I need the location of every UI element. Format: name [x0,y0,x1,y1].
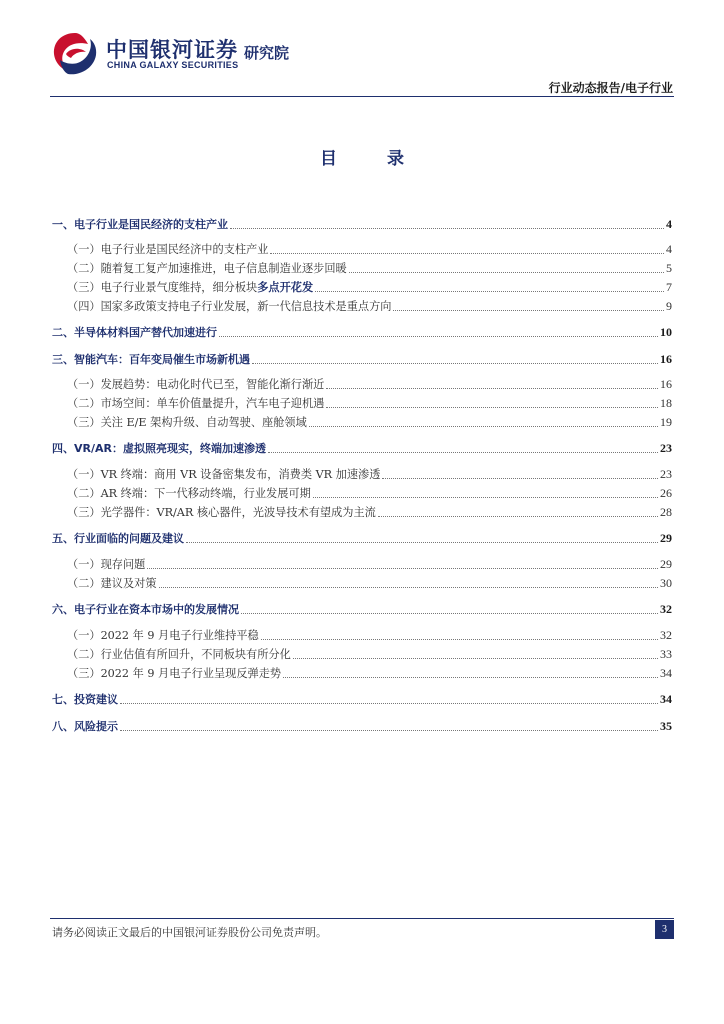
toc-entry-label [67,504,376,520]
toc-section-link[interactable] [52,528,672,546]
galaxy-logo-icon [50,30,100,78]
page-number-badge: 3 [655,920,674,939]
toc-leader-dots [120,730,658,731]
toc-leader-dots [147,568,658,569]
toc-subsection-link[interactable] [52,464,672,482]
toc-leader-dots [186,542,658,543]
toc-entry-label [67,395,324,411]
toc-page-number: 32 [660,602,672,616]
toc-subsection-link[interactable] [52,412,672,430]
toc-entry-label [67,627,259,643]
toc-entry-label [67,376,324,392]
toc-leader-dots [241,613,658,614]
toc-entry-text: 八、风险提示 [52,720,118,733]
toc-entry-label [67,485,311,501]
toc-section-link[interactable] [52,599,672,617]
toc-entry-text: （一）2022 年 9 月电子行业维持平稳 [67,629,259,642]
toc-entry-label [52,530,184,546]
toc-section-link[interactable] [52,349,672,367]
toc-entry-label [67,279,313,295]
toc-subsection-link[interactable] [52,296,672,314]
toc-page-number: 9 [666,299,672,313]
toc-page-number: 5 [666,261,672,275]
toc-entry-text: 五、行业面临的问题及建议 [52,532,184,545]
toc-page-number: 32 [660,628,672,642]
toc-entry-text: （二）AR 终端：下一代移动终端，行业发展可期 [67,487,311,500]
toc-entry-label [67,665,281,681]
toc-leader-dots [309,426,658,427]
toc-subsection-link[interactable] [52,258,672,276]
toc-leader-dots [159,587,658,588]
toc-leader-dots [315,291,664,292]
header-divider [50,96,674,97]
toc-page-number: 4 [666,242,672,256]
toc-entry-text: （一）发展趋势：电动化时代已至，智能化渐行渐近 [67,378,325,391]
toc-leader-dots [349,272,664,273]
toc-page-number: 23 [660,467,672,481]
toc-leader-dots [326,388,658,389]
toc-section-link[interactable] [52,322,672,340]
footer-divider [50,918,674,919]
toc-entry-label [67,298,391,314]
toc-leader-dots [326,407,658,408]
toc-entry-emphasis: 多点开花发 [257,281,314,294]
toc-leader-dots [283,677,658,678]
toc-entry-text: （二）行业估值有所回升，不同板块有所分化 [67,648,291,661]
toc-leader-dots [252,363,658,364]
toc-page-number: 26 [660,486,672,500]
toc-page-number: 29 [660,557,672,571]
toc-section-link[interactable] [52,214,672,232]
toc-entry-label [67,466,380,482]
toc-subsection-link[interactable] [52,502,672,520]
toc-leader-dots [382,478,658,479]
report-type-label: 行业动态报告/电子行业 [548,81,673,95]
toc-subsection-link[interactable] [52,644,672,662]
toc-subsection-link[interactable] [52,554,672,572]
toc-subsection-link[interactable] [52,239,672,257]
toc-subsection-link[interactable] [52,277,672,295]
toc-entry-text: （三）电子行业景气度维持，细分板块 [67,281,258,294]
toc-entry-text: 一、电子行业是国民经济的支柱产业 [52,218,228,231]
toc-page-number: 29 [660,531,672,545]
toc-entry-text: （二）随着复工复产加速推进，电子信息制造业逐步回暖 [67,262,347,275]
toc-page-number: 34 [660,692,672,706]
toc-leader-dots [378,516,658,517]
toc-subsection-link[interactable] [52,374,672,392]
toc-leader-dots [270,253,664,254]
toc-leader-dots [261,639,658,640]
toc-subsection-link[interactable] [52,393,672,411]
toc-entry-text: （二）建议及对策 [67,577,157,590]
toc-section-link[interactable] [52,716,672,734]
toc-page-number: 30 [660,576,672,590]
toc-leader-dots [393,310,664,311]
toc-subsection-link[interactable] [52,573,672,591]
toc-entry-text: （一）VR 终端：商用 VR 设备密集发布，消费类 VR 加速渗透 [67,468,381,481]
toc-leader-dots [219,336,658,337]
toc-entry-text: 七、投资建议 [52,693,118,706]
toc-page-number: 33 [660,647,672,661]
toc-subsection-link[interactable] [52,663,672,681]
toc-page-number: 35 [660,719,672,733]
toc-entry-label [67,646,291,662]
toc-leader-dots [293,658,658,659]
toc-page-number: 19 [660,415,672,429]
toc-entry-label [67,241,268,257]
toc-entry-text: （四）国家多政策支持电子行业发展，新一代信息技术是重点方向 [67,300,392,313]
toc-entry-text: 三、智能汽车：百年变局催生市场新机遇 [52,353,250,366]
toc-subsection-link[interactable] [52,483,672,501]
toc-leader-dots [313,497,658,498]
toc-page-number: 34 [660,666,672,680]
toc-entry-label [52,440,266,456]
toc-entry-label [52,324,217,340]
toc-entry-text: 六、电子行业在资本市场中的发展情况 [52,603,239,616]
toc-entry-label [67,414,307,430]
brand-name-en: CHINA GALAXY SECURITIES [107,60,239,70]
toc-entry-label [67,556,145,572]
toc-entry-label [52,691,118,707]
toc-entry-text: 四、VR/AR：虚拟照亮现实，终端加速渗透 [52,442,266,455]
toc-page-number: 23 [660,441,672,455]
toc-page-number: 28 [660,505,672,519]
toc-leader-dots [120,703,658,704]
toc-page-number: 7 [666,280,672,294]
toc-leader-dots [230,228,664,229]
toc-entry-label [67,260,347,276]
toc-entry-text: （三）光学器件：VR/AR 核心器件，光波导技术有望成为主流 [67,506,376,519]
toc-section-link[interactable] [52,689,672,707]
page-header [0,0,724,100]
toc-page-number: 10 [660,325,672,339]
toc-entry-text: 二、半导体材料国产替代加速进行 [52,326,217,339]
toc-page-number: 16 [660,377,672,391]
toc-page-number: 18 [660,396,672,410]
toc-entry-label [52,351,250,367]
toc-section-link[interactable] [52,438,672,456]
brand-name-cn: 中国银河证券 [106,38,238,62]
toc-page-number: 4 [666,217,672,231]
toc-entry-label [52,718,118,734]
toc-entry-text: （二）市场空间：单车价值量提升，汽车电子迎机遇 [67,397,325,410]
toc-entry-label [52,601,239,617]
toc-title: 目 录 [320,149,426,169]
toc-entry-text: （三）2022 年 9 月电子行业呈现反弹走势 [67,667,282,680]
toc-entry-text: （三）关注 E/E 架构升级、自动驾驶、座舱领域 [67,416,307,429]
toc-entry-text: （一）电子行业是国民经济中的支柱产业 [67,243,269,256]
toc-entry-text: （一）现存问题 [67,558,146,571]
toc-entry-label [52,216,228,232]
toc-leader-dots [268,452,658,453]
disclaimer-text: 请务必阅读正文最后的中国银河证券股份公司免责声明。 [52,926,327,939]
toc-subsection-link[interactable] [52,625,672,643]
toc-entry-label [67,575,157,591]
toc-page-number: 16 [660,352,672,366]
institute-label: 研究院 [244,44,290,62]
